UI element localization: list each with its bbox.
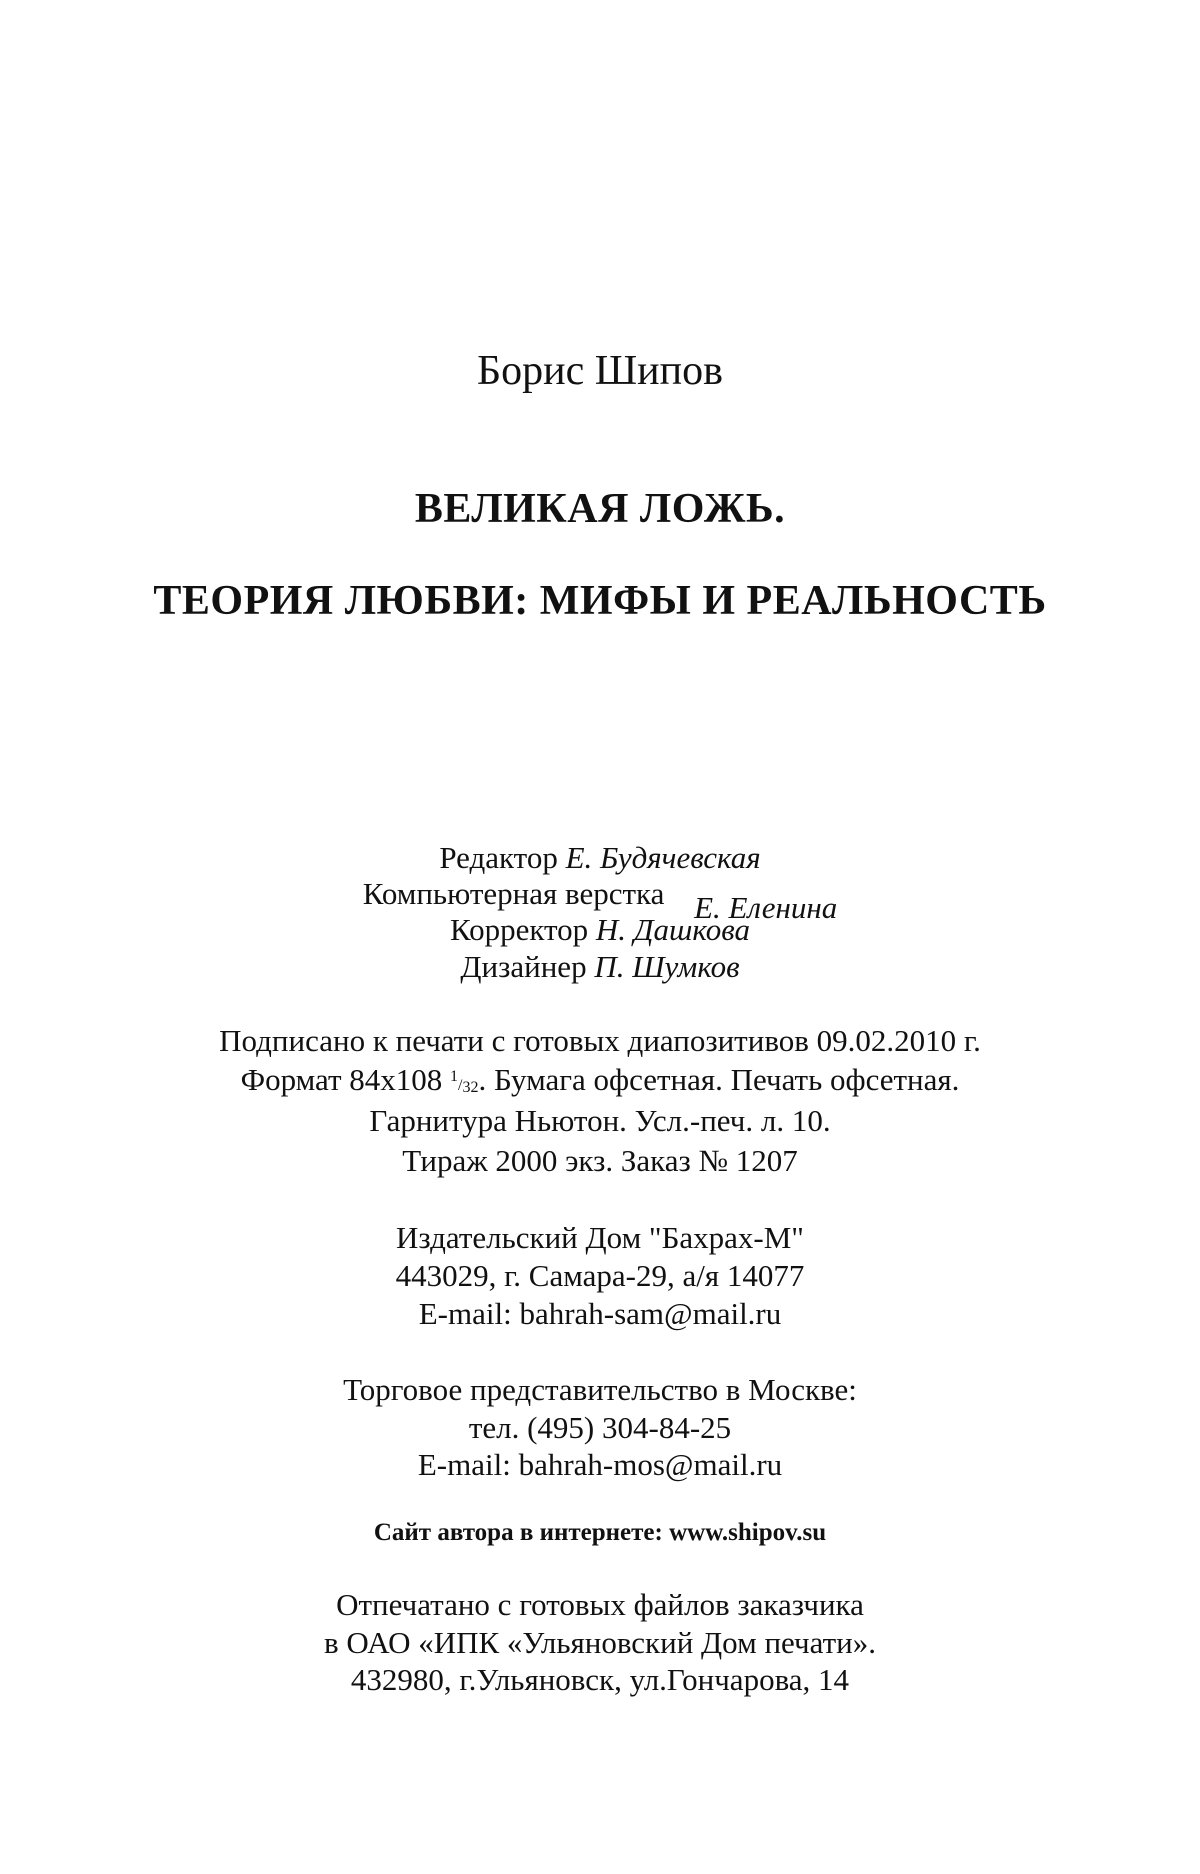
credit-editor	[0, 842, 1200, 873]
credit-role: Редактор	[439, 840, 558, 875]
publisher-address: 443029, г. Самара-29, а/я 14077	[395, 1258, 805, 1293]
publisher-email: E-mail: bahrah-sam@mail.ru	[418, 1296, 782, 1331]
credit-designer	[0, 951, 1200, 982]
credit-name: Е. Будячевская	[565, 840, 761, 875]
imprint-format	[0, 1064, 1200, 1095]
publisher-name: Издательский Дом "Бахрах-М"	[396, 1220, 804, 1255]
credit-name: Н. Дашкова	[595, 912, 750, 947]
credit-name: П. Шумков	[594, 949, 740, 984]
author-website: Сайт автора в интернете: www.shipov.su	[373, 1519, 827, 1546]
format-fraction: 1/32	[450, 1068, 479, 1096]
credit-layout	[0, 876, 1200, 925]
moscow-office-phone: тел. (495) 304-84-25	[468, 1410, 732, 1445]
credit-role: Компьютерная верстка	[362, 876, 665, 911]
credit-role: Дизайнер	[460, 949, 587, 984]
format-suffix: . Бумага офсетная. Печать офсетная.	[478, 1062, 960, 1097]
imprint-typeface: Гарнитура Ньютон. Усл.-печ. л. 10.	[369, 1103, 831, 1138]
credit-name: Е. Еленина	[694, 890, 838, 925]
credit-role: Корректор	[449, 912, 589, 947]
book-title-line-1: ВЕЛИКАЯ ЛОЖЬ.	[414, 486, 786, 532]
printer-line-2: в ОАО «ИПК «Ульяновский Дом печати».	[324, 1625, 876, 1660]
credit-proofreader	[0, 914, 1200, 945]
format-prefix: Формат 84х108	[240, 1062, 443, 1097]
printer-line-3: 432980, г.Ульяновск, ул.Гончарова, 14	[350, 1662, 850, 1697]
moscow-office-heading: Торговое представительство в Москве:	[343, 1372, 857, 1407]
imprint-signed: Подписано к печати с готовых диапозитивов 09.02.2010 г.	[219, 1023, 981, 1058]
moscow-office-email: E-mail: bahrah-mos@mail.ru	[417, 1447, 783, 1482]
fraction-denominator: 32	[462, 1079, 479, 1096]
book-title-line-2: ТЕОРИЯ ЛЮБВИ: МИФЫ И РЕАЛЬНОСТЬ	[153, 578, 1047, 624]
imprint-run: Тираж 2000 экз. Заказ № 1207	[402, 1143, 798, 1178]
fraction-numerator: 1	[450, 1068, 459, 1085]
book-author: Борис Шипов	[477, 348, 723, 394]
printer-line-1: Отпечатано с готовых файлов заказчика	[336, 1587, 864, 1622]
